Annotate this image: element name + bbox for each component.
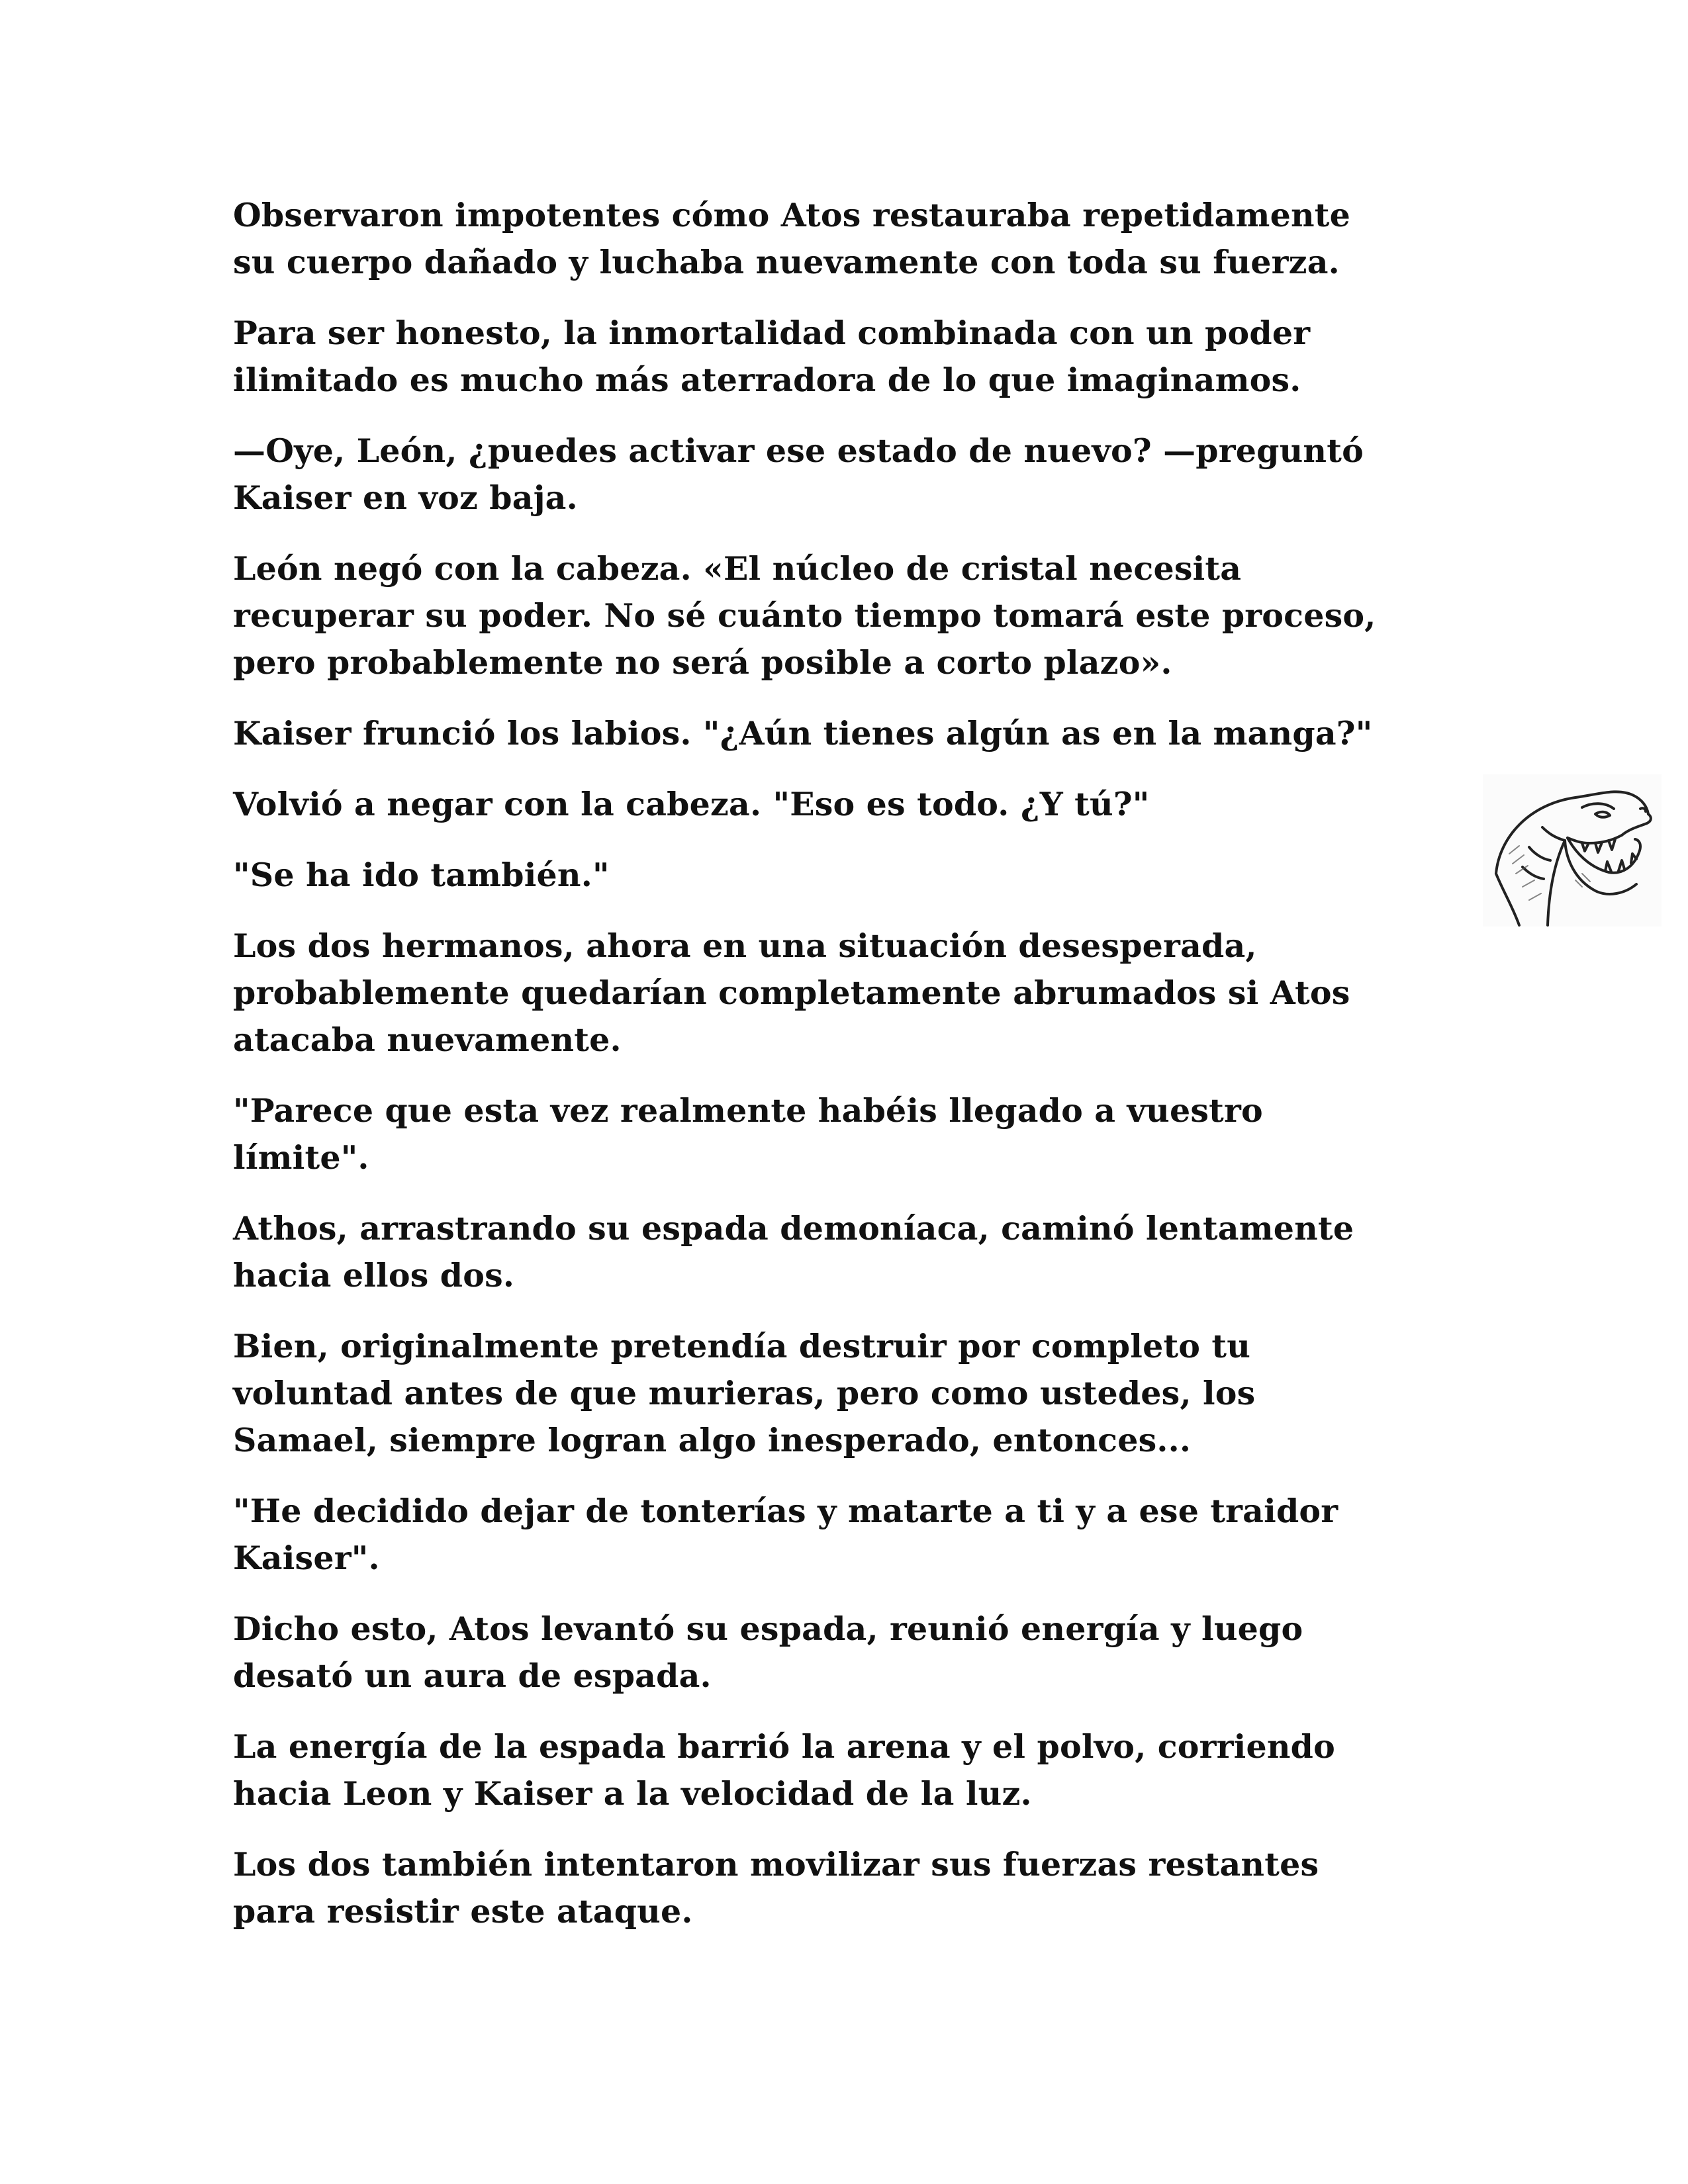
text-line: voluntad antes de que murieras, pero como ustedes, los <box>233 1374 1256 1412</box>
text-line: hacia ellos dos. <box>233 1256 515 1295</box>
text-line: ilimitado es mucho más aterradora de lo que imaginamos. <box>233 361 1301 399</box>
text-line: Kaiser". <box>233 1539 380 1577</box>
text-line: Los dos hermanos, ahora en una situación desesperada, <box>233 927 1257 965</box>
text-line: probablemente quedarían completamente abrumados si Atos <box>233 974 1350 1012</box>
text-line: Los dos también intentaron movilizar sus fuerzas restantes <box>233 1845 1319 1884</box>
paragraph <box>233 545 1464 686</box>
text-line: hacia Leon y Kaiser a la velocidad de la luz. <box>233 1774 1032 1813</box>
paragraph <box>233 1841 1464 1935</box>
text-line: pero probablemente no será posible a corto plazo». <box>233 643 1172 682</box>
text-line: para resistir este ataque. <box>233 1892 693 1931</box>
text-line: Dicho esto, Atos levantó su espada, reunió energía y luego <box>233 1610 1303 1648</box>
text-line: Volvió a negar con la cabeza. "Eso es todo. ¿Y tú?" <box>233 785 1150 823</box>
paragraph <box>233 781 1464 828</box>
text-line: su cuerpo dañado y luchaba nuevamente con toda su fuerza. <box>233 243 1340 281</box>
paragraph <box>233 1087 1464 1181</box>
text-line: Para ser honesto, la inmortalidad combinada con un poder <box>233 314 1311 352</box>
text-line: desató un aura de espada. <box>233 1657 712 1695</box>
text-line: Athos, arrastrando su espada demoníaca, caminó lentamente <box>233 1209 1354 1248</box>
paragraph <box>233 710 1464 757</box>
paragraph <box>233 1723 1464 1817</box>
text-line: "Se ha ido también." <box>233 856 610 894</box>
text-line: León negó con la cabeza. «El núcleo de cristal necesita <box>233 549 1242 588</box>
text-line: "Parece que esta vez realmente habéis llegado a vuestro <box>233 1091 1263 1130</box>
paragraph <box>233 310 1464 404</box>
text-line: Samael, siempre logran algo inesperado, entonces... <box>233 1421 1192 1459</box>
text-line: Kaiser en voz baja. <box>233 478 578 517</box>
paragraph <box>233 923 1464 1064</box>
text-line: Observaron impotentes cómo Atos restauraba repetidamente <box>233 196 1351 234</box>
text-line: recuperar su poder. No sé cuánto tiempo tomará este proceso, <box>233 596 1376 635</box>
paragraph <box>233 1323 1464 1464</box>
paragraph <box>233 1606 1464 1700</box>
paragraph <box>233 852 1464 899</box>
text-line: "He decidido dejar de tonterías y matarte a ti y a ese traidor <box>233 1492 1338 1530</box>
text-line: Kaiser frunció los labios. "¿Aún tienes algún as en la manga?" <box>233 714 1373 752</box>
body-text <box>233 192 1464 1959</box>
paragraph <box>233 192 1464 286</box>
text-line: Bien, originalmente pretendía destruir por completo tu <box>233 1327 1251 1365</box>
text-line: atacaba nuevamente. <box>233 1021 622 1059</box>
text-line: límite". <box>233 1138 369 1177</box>
text-line: La energía de la espada barrió la arena y el polvo, corriendo <box>233 1727 1336 1766</box>
paragraph <box>233 1205 1464 1299</box>
paragraph <box>233 1488 1464 1582</box>
dinosaur-head-sketch-icon <box>1483 774 1662 927</box>
text-line: —Oye, León, ¿puedes activar ese estado de nuevo? —preguntó <box>233 432 1364 470</box>
paragraph <box>233 428 1464 522</box>
